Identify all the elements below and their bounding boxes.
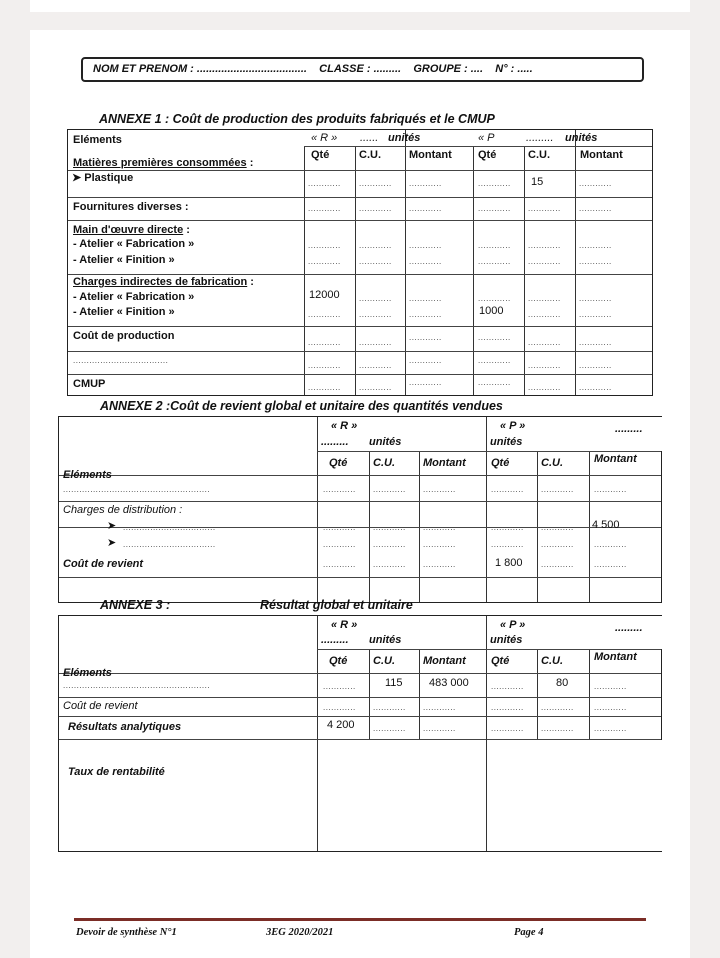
a3-dots: ............ [594, 703, 627, 712]
a2-dots: ............ [541, 540, 574, 549]
a1-dots: ............ [359, 257, 392, 266]
a1-dots: ............ [528, 241, 561, 250]
a3-p-cu-value: 80 [556, 677, 569, 689]
a1-plastique: ➤ Plastique [72, 172, 134, 184]
a3-p-dots: ......... [615, 622, 643, 634]
a1-dots: ............ [528, 310, 561, 319]
a2-dots: ............ [323, 485, 356, 494]
a1-p-montant: Montant [580, 149, 623, 161]
annexe3-table [58, 615, 662, 852]
a3-resultats: Résultats analytiques [68, 721, 182, 733]
a2-elements: Eléments [63, 469, 112, 481]
a2-dots: ............ [423, 540, 456, 549]
a2-dist-p-montant: 4 500 [592, 519, 620, 531]
a2-cout-revient: Coût de revient [63, 558, 144, 570]
a1-dots: ............ [359, 179, 392, 188]
a1-col-elements: Eléments [73, 134, 122, 146]
a1-dots: ............ [579, 241, 612, 250]
annexe2-table [58, 416, 662, 603]
a1-r-dots: ...... [360, 132, 379, 144]
a3-p-qte: Qté [491, 655, 510, 667]
a1-dots: ............ [478, 257, 511, 266]
a1-dots: ............ [579, 338, 612, 347]
a1-dots: ............ [308, 383, 341, 392]
a2-r-dots: ......... [321, 436, 349, 448]
a1-dots: ............ [409, 179, 442, 188]
a2-p-units: unités [490, 436, 523, 448]
a1-cmup: CMUP [73, 378, 106, 390]
a1-blank-row-label: ................................... [73, 356, 169, 365]
a2-dots: ............ [491, 485, 524, 494]
a3-r-montant: Montant [423, 655, 466, 667]
a2-r-qte: Qté [329, 457, 348, 469]
a1-dots: ............ [579, 257, 612, 266]
a3-dots: ............ [491, 724, 524, 733]
a1-dots: ............ [579, 179, 612, 188]
a2-dots: ............ [594, 540, 627, 549]
a3-r-montant-value: 483 000 [429, 677, 469, 689]
a1-r-units: unités [388, 132, 421, 144]
a1-dots: ............ [528, 361, 561, 370]
footer-class-year: 3EG 2020/2021 [266, 927, 334, 938]
a1-dots: ............ [528, 257, 561, 266]
a1-dots: ............ [579, 361, 612, 370]
a1-p-head: « P [478, 132, 495, 144]
a3-r-dots: ......... [321, 634, 349, 646]
a1-dots: ............ [478, 356, 511, 365]
a2-cr-p-qte: 1 800 [495, 557, 523, 569]
a1-dots: ............ [478, 204, 511, 213]
student-info-box [81, 57, 644, 82]
a2-dots: ............ [323, 560, 356, 569]
a2-dots: ............ [423, 560, 456, 569]
a2-r-units: unités [369, 436, 402, 448]
a2-dots: ............ [541, 560, 574, 569]
a2-p-dots: ......... [615, 423, 643, 435]
numero-label: N° : [495, 63, 515, 75]
a1-dots: ............ [359, 294, 392, 303]
a1-mp-label: Matières premières consommées : [73, 157, 254, 169]
a2-r-head: « R » [331, 420, 358, 432]
a1-dots: ............ [359, 204, 392, 213]
a3-r-head: « R » [331, 619, 358, 631]
arrow-icon: ➤ [107, 537, 117, 549]
arrow-icon: ➤ [107, 520, 117, 532]
a1-dots: ............ [478, 241, 511, 250]
nom-field: .................................... [196, 63, 307, 75]
arrow-icon: ➤ [72, 172, 82, 184]
a3-r-cu-value: 115 [385, 677, 403, 689]
a2-r-cu: C.U. [373, 457, 395, 469]
a1-cif-fin-p-qte: 1000 [479, 305, 504, 317]
a1-dots: ............ [478, 294, 511, 303]
a1-dots: ............ [409, 257, 442, 266]
a2-dots: ............ [323, 540, 356, 549]
footer-page-number: Page 4 [514, 927, 544, 938]
a3-dots: ............ [491, 703, 524, 712]
a1-dots: ............ [409, 333, 442, 342]
a1-dots: ............ [308, 361, 341, 370]
a3-dots: ............ [541, 724, 574, 733]
annexe2-title: ANNEXE 2 :Coût de revient global et unitaire des quantités vendues [100, 399, 503, 413]
a3-taux: Taux de rentabilité [68, 766, 165, 778]
a3-dots: ............ [323, 703, 356, 712]
a1-dots: ............ [528, 204, 561, 213]
a1-dots: ............ [308, 310, 341, 319]
a1-plastique-p-cu: 15 [531, 176, 544, 188]
a1-dots: ............ [478, 333, 511, 342]
a3-dots: ............ [373, 724, 406, 733]
a2-dots: ............ [373, 560, 406, 569]
a1-dots: ............ [409, 356, 442, 365]
footer-exam-name: Devoir de synthèse N°1 [76, 927, 177, 938]
a1-mod-label: Main d'œuvre directe : [73, 224, 190, 236]
a2-dots: ............ [373, 540, 406, 549]
a1-fournitures: Fournitures diverses : [73, 201, 189, 213]
a3-row-label: ...................................................... [63, 681, 211, 690]
a2-p-cu: C.U. [541, 457, 563, 469]
a3-dots: ............ [373, 703, 406, 712]
a1-p-units: unités [565, 132, 598, 144]
a1-cif-fin: - Atelier « Finition » [73, 306, 175, 318]
annexe3-subtitle: Résultat global et unitaire [260, 598, 413, 612]
footer-divider [74, 918, 646, 921]
a1-cout-production: Coût de production [73, 330, 175, 342]
a1-dots: ............ [528, 338, 561, 347]
classe-label: CLASSE : [319, 63, 371, 75]
a3-p-montant: Montant [594, 651, 637, 663]
a1-r-montant: Montant [409, 149, 452, 161]
a3-cout-revient: Coût de revient [63, 700, 138, 712]
groupe-label: GROUPE : [413, 63, 468, 75]
a3-r-units: unités [369, 634, 402, 646]
groupe-field: .... [470, 63, 484, 75]
a1-p-cu: C.U. [528, 149, 550, 161]
a2-p-montant: Montant [594, 453, 637, 465]
a2-dots: ............ [323, 523, 356, 532]
a1-mod-fin: - Atelier « Finition » [73, 254, 175, 266]
classe-field: ......... [373, 63, 402, 75]
a1-cif-fab-r-qte: 12000 [309, 289, 340, 301]
previous-page-edge [30, 0, 690, 12]
a2-dots: ............ [373, 485, 406, 494]
document-page [30, 30, 690, 958]
a1-dots: ............ [579, 310, 612, 319]
a1-r-qte: Qté [311, 149, 330, 161]
a3-p-units: unités [490, 634, 523, 646]
a2-r-montant: Montant [423, 457, 466, 469]
a2-p-head: « P » [500, 420, 526, 432]
a3-r-qte: Qté [329, 655, 348, 667]
annexe1-table [67, 129, 653, 396]
a2-dots: ............ [541, 485, 574, 494]
a3-dots: ............ [594, 724, 627, 733]
a2-row-label: ...................................................... [63, 485, 211, 494]
a1-dots: ............ [478, 179, 511, 188]
a1-dots: ............ [409, 204, 442, 213]
a1-dots: ............ [409, 378, 442, 387]
a1-dots: ............ [308, 257, 341, 266]
a1-dots: ............ [409, 294, 442, 303]
a2-dots: ............ [423, 523, 456, 532]
a2-dots: ............ [423, 485, 456, 494]
a2-dist-sub1: .................................. [123, 523, 216, 532]
nom-label: NOM ET PRENOM : [93, 63, 194, 75]
a2-dist-sub2: .................................. [123, 540, 216, 549]
a1-dots: ............ [308, 204, 341, 213]
a2-p-qte: Qté [491, 457, 510, 469]
a2-dots: ............ [594, 485, 627, 494]
a3-p-head: « P » [500, 619, 526, 631]
numero-field: ..... [517, 63, 533, 75]
a1-dots: ............ [528, 383, 561, 392]
a2-dots: ............ [373, 523, 406, 532]
a1-dots: ............ [359, 361, 392, 370]
a1-dots: ............ [359, 241, 392, 250]
a1-dots: ............ [308, 179, 341, 188]
a3-elements: Eléments [63, 667, 112, 679]
a3-dots: ............ [541, 703, 574, 712]
a1-dots: ............ [359, 338, 392, 347]
annexe1-title: ANNEXE 1 : Coût de production des produits fabriqués et le CMUP [99, 112, 495, 126]
a1-dots: ............ [579, 204, 612, 213]
a1-r-head: « R » [311, 132, 338, 144]
a3-dots: ............ [491, 682, 524, 691]
a1-r-cu: C.U. [359, 149, 381, 161]
a3-p-cu: C.U. [541, 655, 563, 667]
a1-dots: ............ [579, 383, 612, 392]
a1-dots: ............ [308, 338, 341, 347]
a1-dots: ............ [579, 294, 612, 303]
a2-dots: ............ [541, 523, 574, 532]
a3-r-cu: C.U. [373, 655, 395, 667]
a1-dots: ............ [308, 241, 341, 250]
a2-dots: ............ [491, 540, 524, 549]
a1-dots: ............ [359, 310, 392, 319]
a1-mod-fab: - Atelier « Fabrication » [73, 238, 195, 250]
a1-p-dots: ......... [526, 132, 554, 144]
a1-cif-fab: - Atelier « Fabrication » [73, 291, 195, 303]
annexe3-title: ANNEXE 3 : [100, 598, 171, 612]
a3-dots: ............ [594, 682, 627, 691]
a1-cif-label: Charges indirectes de fabrication : [73, 276, 254, 288]
a1-dots: ............ [528, 294, 561, 303]
a3-dots: ............ [423, 703, 456, 712]
a3-dots: ............ [423, 724, 456, 733]
a1-p-qte: Qté [478, 149, 497, 161]
a1-dots: ............ [409, 241, 442, 250]
a2-dots: ............ [491, 523, 524, 532]
a1-dots: ............ [359, 383, 392, 392]
a1-dots: ............ [478, 378, 511, 387]
a3-dots: ............ [323, 682, 356, 691]
a1-dots: ............ [409, 310, 442, 319]
a2-distribution: Charges de distribution : [63, 504, 183, 516]
a2-dots: ............ [594, 560, 627, 569]
a3-res-r-qte: 4 200 [327, 719, 355, 731]
